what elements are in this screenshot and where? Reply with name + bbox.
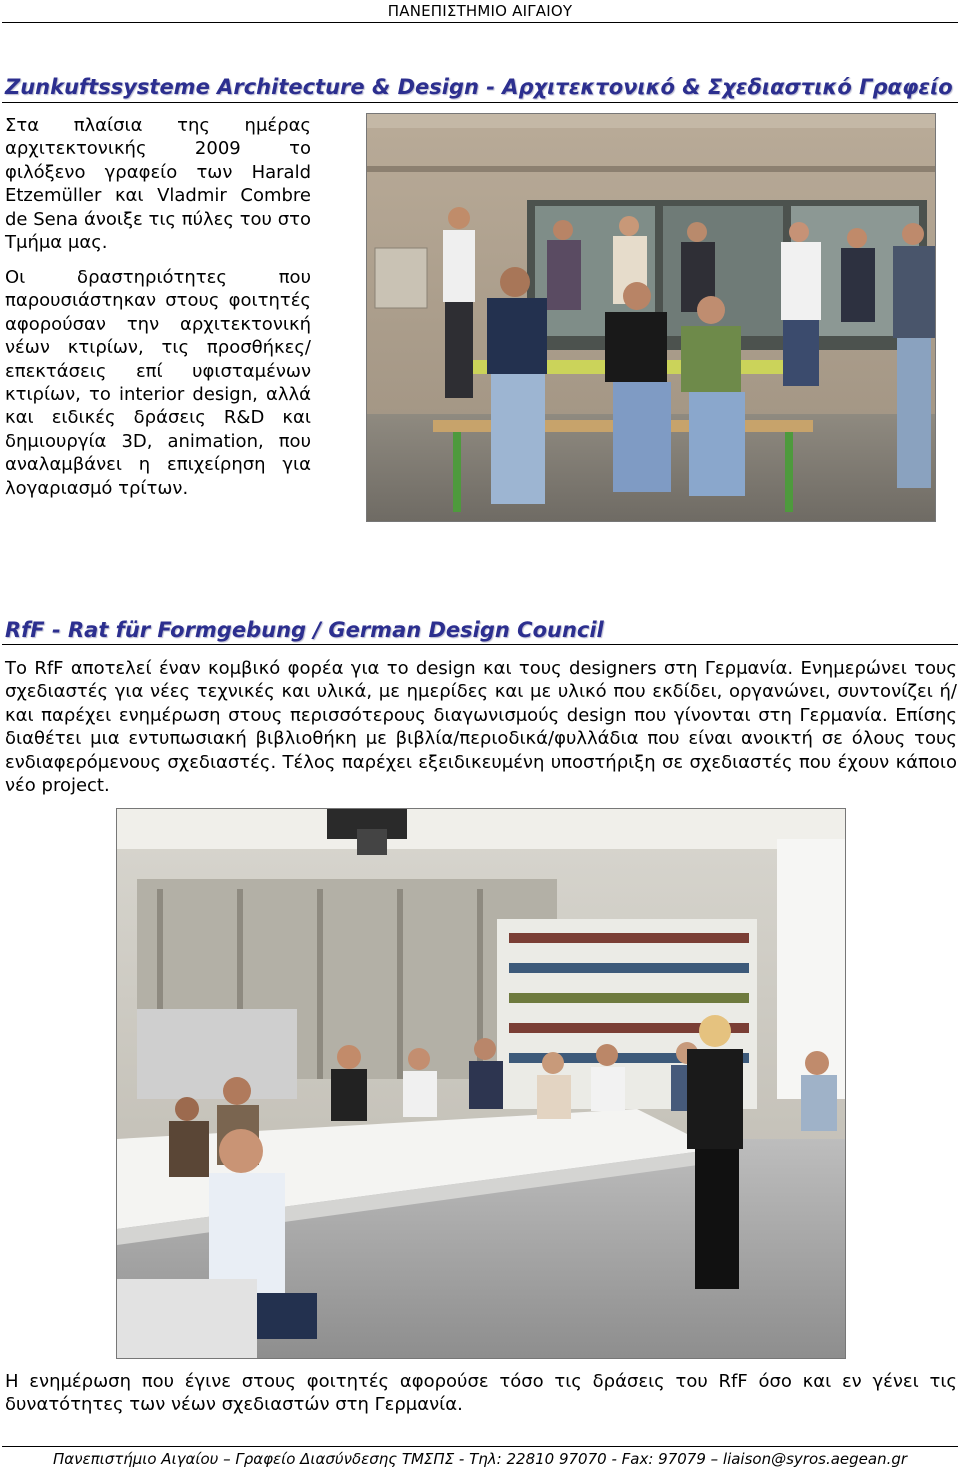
photo-presentation-library (116, 808, 846, 1359)
paragraph-caption: Η ενημέρωση που έγινε στους φοιτητές αφορούσε τόσο τις δράσεις του RfF όσο και εν γένει τις δυνατότητες των νέων σχεδιαστών στη Γερμανία. (5, 1371, 957, 1416)
section-title-rff: RfF - Rat für Formgebung / German Design Council (5, 618, 604, 642)
header-rule (2, 22, 958, 23)
paragraph-activities: Οι δραστηριότητες που παρουσιάστηκαν στους φοιτητές αφορούσαν την αρχιτεκτονική νέων κτιρίων, τις προσθήκες/επεκτάσεις επί υφισταμένων κτιρίων, το interior design, αλλά και ειδικές δράσεις R&D και δημιουργία 3D, animation, που αναλαμβάνει η επιχείρηση για λογαριασμό τρίτων. (5, 267, 311, 499)
section-rule (2, 102, 958, 103)
photo-students-outdoor-image (367, 114, 935, 521)
running-header: ΠΑΝΕΠΙΣΤΗΜΙΟ ΑΙΓΑΙΟΥ (387, 2, 573, 20)
photo-presentation-library-image (117, 809, 845, 1358)
footer-contact: Πανεπιστήμιο Αιγαίου – Γραφείο Διασύνδεσης ΤΜΣΠΣ - Τηλ: 22810 97070 - Fax: 97079 – liaison@syros.aegean.gr (52, 1450, 908, 1468)
paragraph-intro: Στα πλαίσια της ημέρας αρχιτεκτονικής 2009 το φιλόξενο γραφείο των Harald Etzemüller και Vladmir Combre de Sena άνοιξε τις πύλες του στο Τμήμα μας. (5, 115, 311, 254)
paragraph-rff: Το RfF αποτελεί έναν κομβικό φορέα για το design και τους designers στη Γερμανία. Ενημερώνει τους σχεδιαστές για νέες τεχνικές και υλικά, με ημερίδες και με υλικό που εκδίδει, οργανώνει, συντονίζει ή/και παρέχει ενημέρωση στους περισσότερους διαγωνισμούς design που γίνονται στη Γερμανία. Επίσης διαθέτει μια εντυπωσιακή βιβλιοθήκη με βιβλία/περιοδικά/φυλλάδια που είναι ανοικτή σε όλους τους ενδιαφερόμενους σχεδιαστές. Τέλος παρέχει εξειδικευμένη υποστήριξη σε σχεδιαστές που έχουν κάποιο νέο project. (5, 658, 957, 797)
photo-students-outdoor (366, 113, 936, 522)
section-title-zunkuftssysteme: Zunkuftssysteme Architecture & Design - Αρχιτεκτονικό & Σχεδιαστικό Γραφείο (5, 75, 953, 99)
footer-rule (2, 1446, 958, 1447)
section-rule (2, 644, 958, 645)
